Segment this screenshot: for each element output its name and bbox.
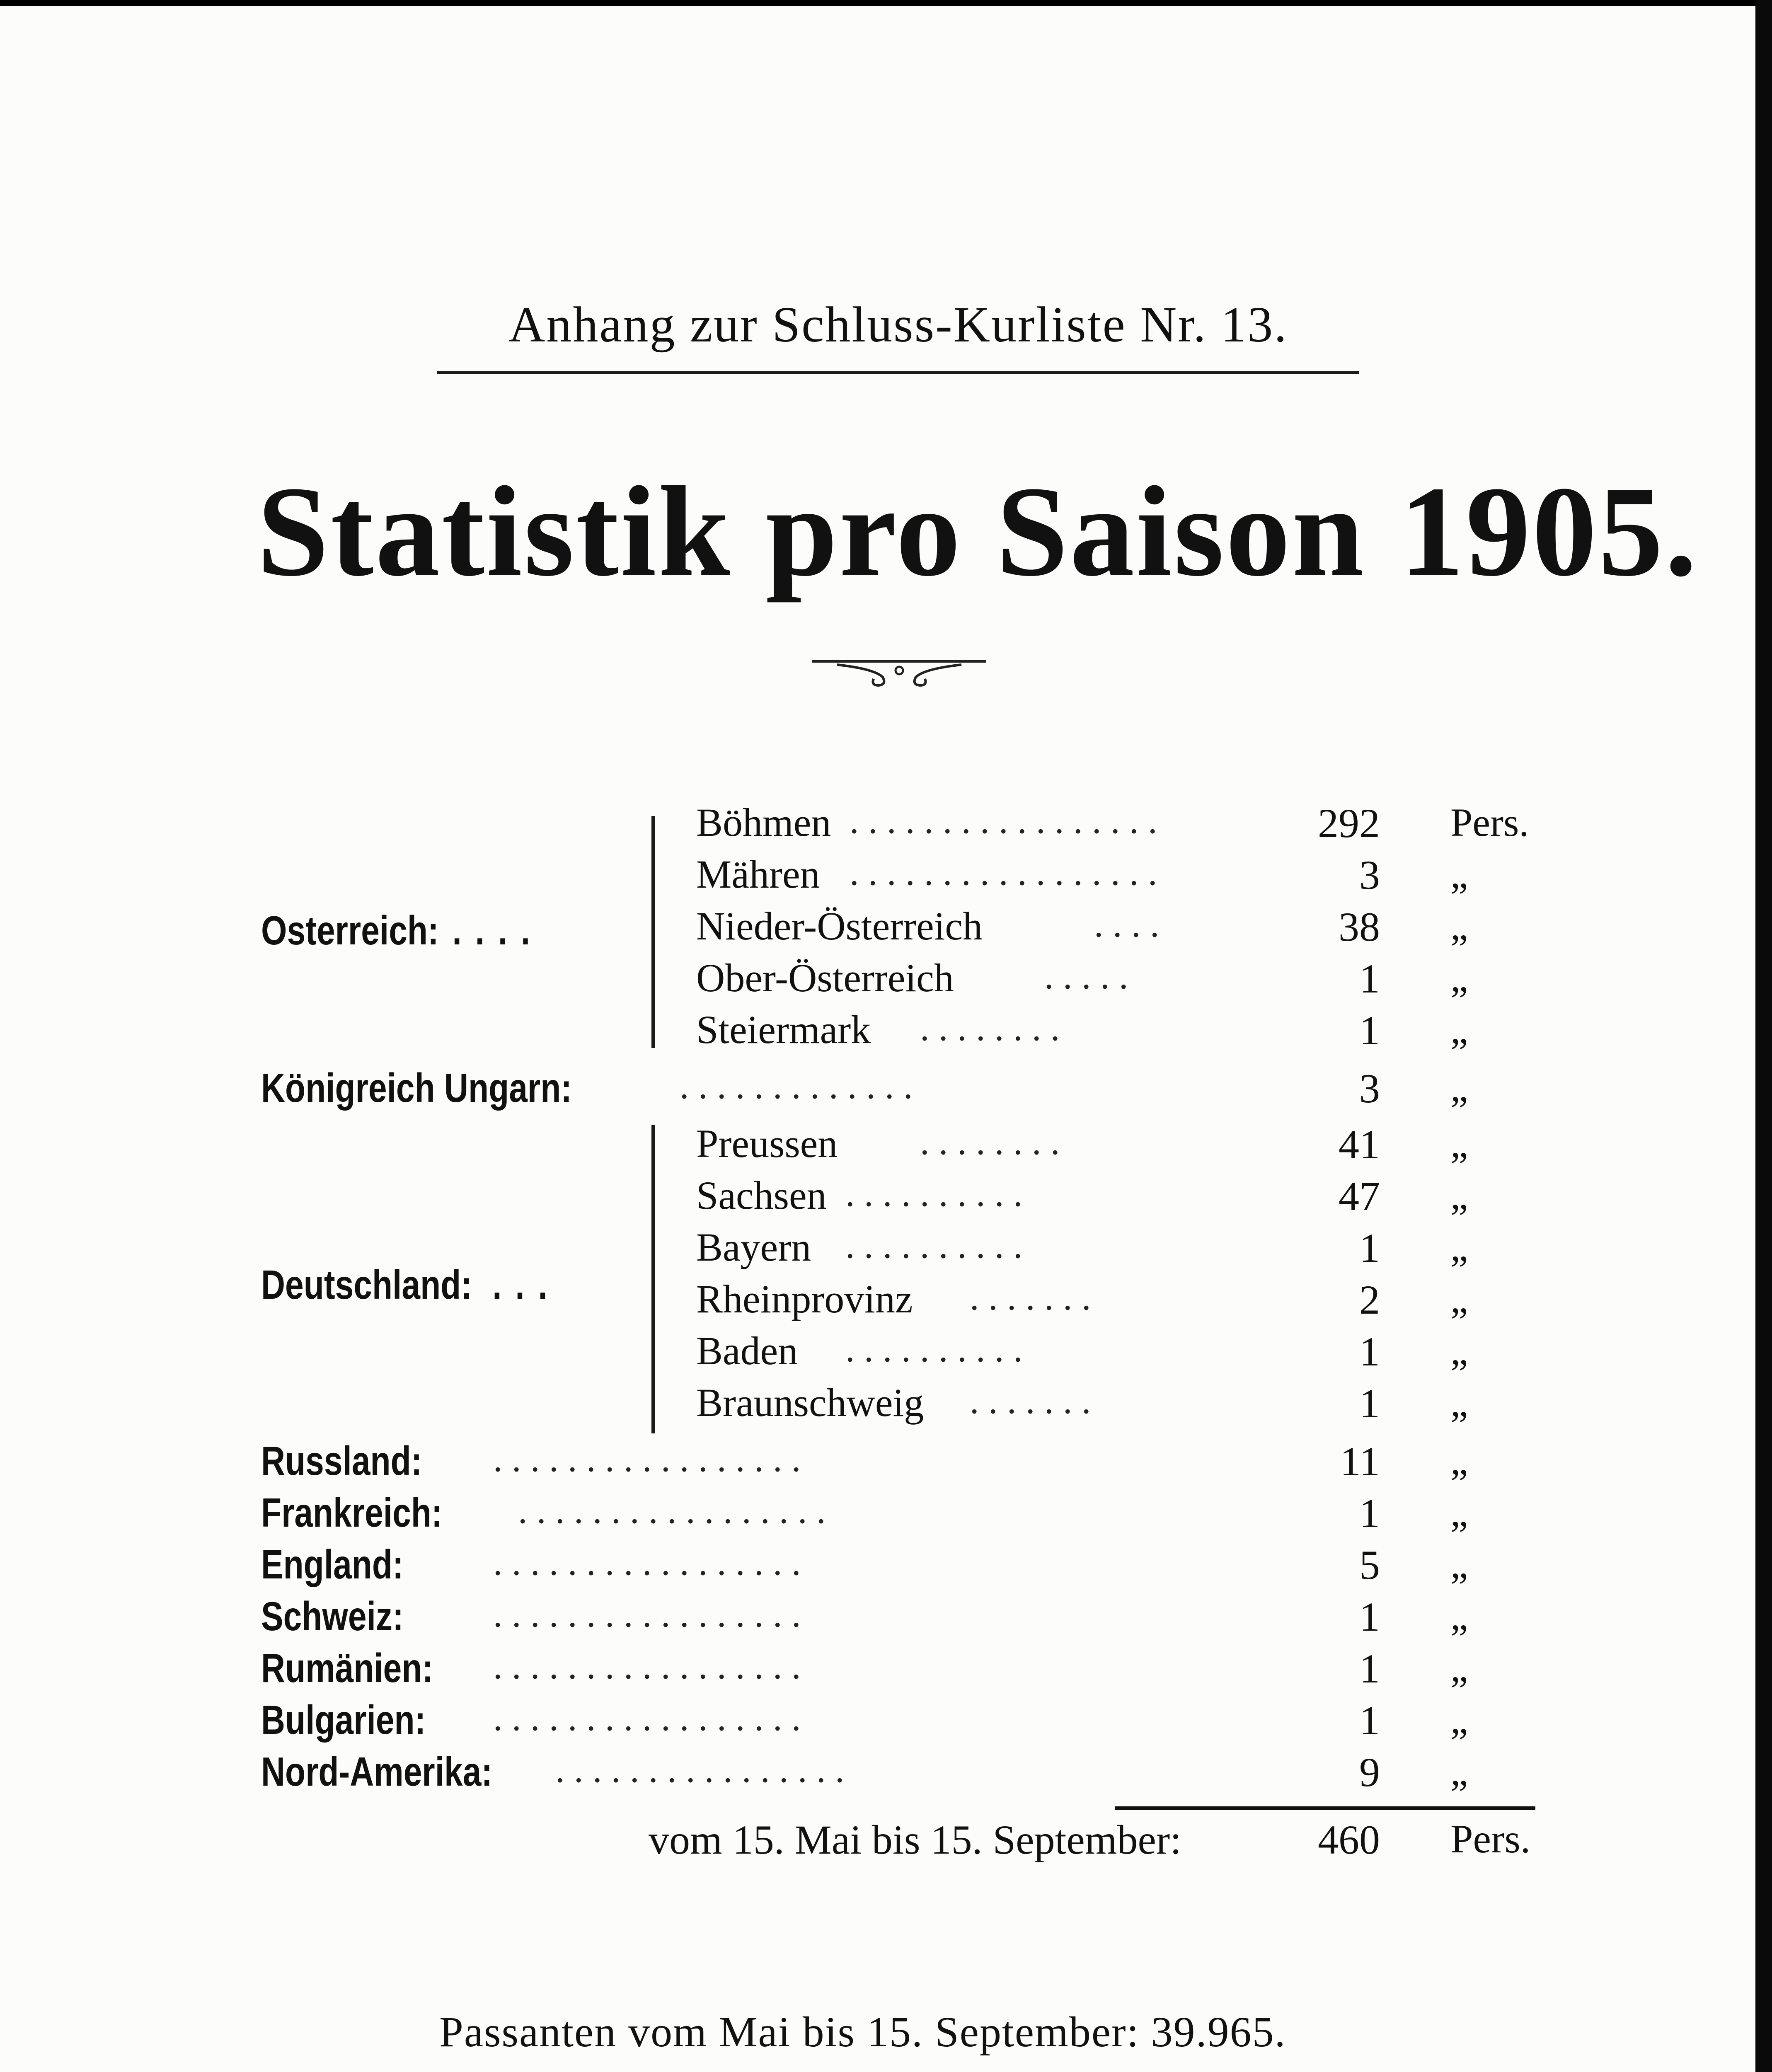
value-england: 5: [1359, 1542, 1380, 1588]
region-osterreich: Osterreich: ....: [261, 908, 544, 953]
subtitle: Anhang zur Schluss-Kurliste Nr. 13.: [508, 297, 1288, 353]
region-rumanien: Rumänien:: [261, 1645, 433, 1691]
unit-frankreich: „: [1450, 1490, 1468, 1535]
value-bayern: 1: [1359, 1225, 1380, 1271]
value-bohmen: 292: [1318, 800, 1380, 846]
value-russland: 11: [1340, 1438, 1380, 1484]
dot-leader: . . . .: [1094, 904, 1160, 945]
region-england: England:: [261, 1542, 404, 1587]
brace-osterreich: [651, 816, 655, 1048]
region-russland: Russland:: [261, 1438, 422, 1484]
dot-leader: . . . . . . . . . . . . . . . . .: [493, 1594, 801, 1635]
dot-leader: . . . . . . . . . .: [845, 1173, 1023, 1214]
dot-leader: . . . . . . . . . . . . . . . . .: [850, 800, 1157, 841]
sub-row-bohmen: Böhmen: [696, 800, 831, 845]
unit-rheinprovinz: „: [1450, 1277, 1468, 1321]
ornament-icon: [812, 652, 986, 698]
scan-edge: [1755, 0, 1772, 2072]
unit-steiermark: „: [1450, 1007, 1468, 1052]
unit-mahren: „: [1450, 852, 1468, 896]
total-label: vom 15. Mai bis 15. September:: [649, 1817, 1181, 1863]
value-rheinprovinz: 2: [1359, 1277, 1380, 1323]
brace-deutschland: [651, 1125, 655, 1433]
region-deutschland: Deutschland: ...: [261, 1262, 561, 1307]
dot-leader: . . . . . . .: [970, 1277, 1091, 1318]
dot-leader: . . . . .: [1044, 956, 1128, 997]
dot-leader: . . . . . . .: [970, 1380, 1091, 1421]
unit-bayern: „: [1450, 1225, 1468, 1269]
dot-leader: . . . . . . . . . . . . .: [680, 1065, 913, 1106]
value-rumanien: 1: [1359, 1646, 1380, 1692]
region-bulgarien: Bulgarien:: [261, 1697, 426, 1743]
value-preussen: 41: [1339, 1121, 1380, 1167]
subtitle-underline: [437, 371, 1359, 374]
sub-row-ober-osterreich: Ober-Österreich: [696, 956, 954, 1000]
value-braunschweig: 1: [1359, 1380, 1380, 1426]
sum-rule: [1115, 1806, 1535, 1810]
sub-row-sachsen: Sachsen: [696, 1173, 827, 1218]
value-steiermark: 1: [1359, 1007, 1380, 1053]
value-ungarn: 3: [1359, 1065, 1380, 1111]
document-page: [0, 6, 1757, 2072]
value-ober-osterreich: 1: [1359, 956, 1380, 1002]
dot-leader: . . . . . . . . . . . . . . . . .: [493, 1646, 801, 1687]
unit-ungarn: „: [1450, 1065, 1468, 1110]
unit-bulgarien: „: [1450, 1697, 1468, 1742]
value-baden: 1: [1359, 1329, 1380, 1375]
total-unit: Pers.: [1450, 1817, 1531, 1861]
value-frankreich: 1: [1359, 1490, 1380, 1536]
total-value: 460: [1318, 1817, 1380, 1863]
sub-row-rheinprovinz: Rheinprovinz: [696, 1277, 913, 1321]
unit-preussen: „: [1450, 1121, 1468, 1166]
region-schweiz: Schweiz:: [261, 1593, 404, 1639]
region-nord-amerika: Nord-Amerika:: [261, 1749, 493, 1794]
value-bulgarien: 1: [1359, 1697, 1380, 1743]
dot-leader: . . . . . . . . . . . . . . . . .: [493, 1542, 801, 1583]
sub-row-steiermark: Steiermark: [696, 1007, 871, 1052]
unit-nieder-osterreich: „: [1450, 904, 1468, 948]
sub-row-preussen: Preussen: [696, 1121, 838, 1166]
value-nord-amerika: 9: [1359, 1749, 1380, 1795]
sub-row-braunschweig: Braunschweig: [696, 1380, 924, 1425]
value-schweiz: 1: [1359, 1594, 1380, 1640]
unit-russland: „: [1450, 1438, 1468, 1483]
sub-row-mahren: Mähren: [696, 852, 820, 896]
unit-nord-amerika: „: [1450, 1749, 1468, 1794]
unit-braunschweig: „: [1450, 1380, 1468, 1425]
value-sachsen: 47: [1339, 1173, 1380, 1219]
dot-leader: . . . . . . . . . .: [845, 1225, 1023, 1266]
unit-sachsen: „: [1450, 1173, 1468, 1218]
dot-leader: . . . . . . . . . . . . . . . . .: [850, 852, 1157, 893]
dot-leader: . . . . . . . .: [920, 1121, 1060, 1162]
sub-row-nieder-osterreich: Nieder-Österreich: [696, 904, 983, 948]
unit-bohmen: Pers.: [1450, 800, 1529, 845]
sub-row-baden: Baden: [696, 1329, 798, 1373]
page-title: Statistik pro Saison 1905.: [257, 460, 1699, 603]
dot-leader: . . . . . . . . . . . . . . . . .: [518, 1490, 826, 1531]
dot-leader: . . . . . . . . . . . . . . . .: [555, 1749, 845, 1790]
dot-leader: . . . . . . . . . .: [845, 1329, 1023, 1370]
unit-england: „: [1450, 1542, 1468, 1586]
unit-schweiz: „: [1450, 1594, 1468, 1638]
dot-leader: . . . . . . . .: [920, 1007, 1060, 1048]
unit-baden: „: [1450, 1329, 1468, 1373]
dot-leader: . . . . . . . . . . . . . . . . .: [493, 1697, 801, 1738]
sub-row-bayern: Bayern: [696, 1225, 811, 1269]
value-mahren: 3: [1359, 852, 1380, 898]
region-ungarn: Königreich Ungarn:: [261, 1065, 572, 1111]
dot-leader: . . . . . . . . . . . . . . . . .: [493, 1438, 801, 1479]
unit-ober-osterreich: „: [1450, 956, 1468, 1000]
value-nieder-osterreich: 38: [1339, 904, 1380, 950]
passanten-line: Passanten vom Mai bis 15. September: 39.965.: [439, 2008, 1286, 2056]
unit-rumanien: „: [1450, 1646, 1468, 1690]
region-frankreich: Frankreich:: [261, 1490, 443, 1535]
